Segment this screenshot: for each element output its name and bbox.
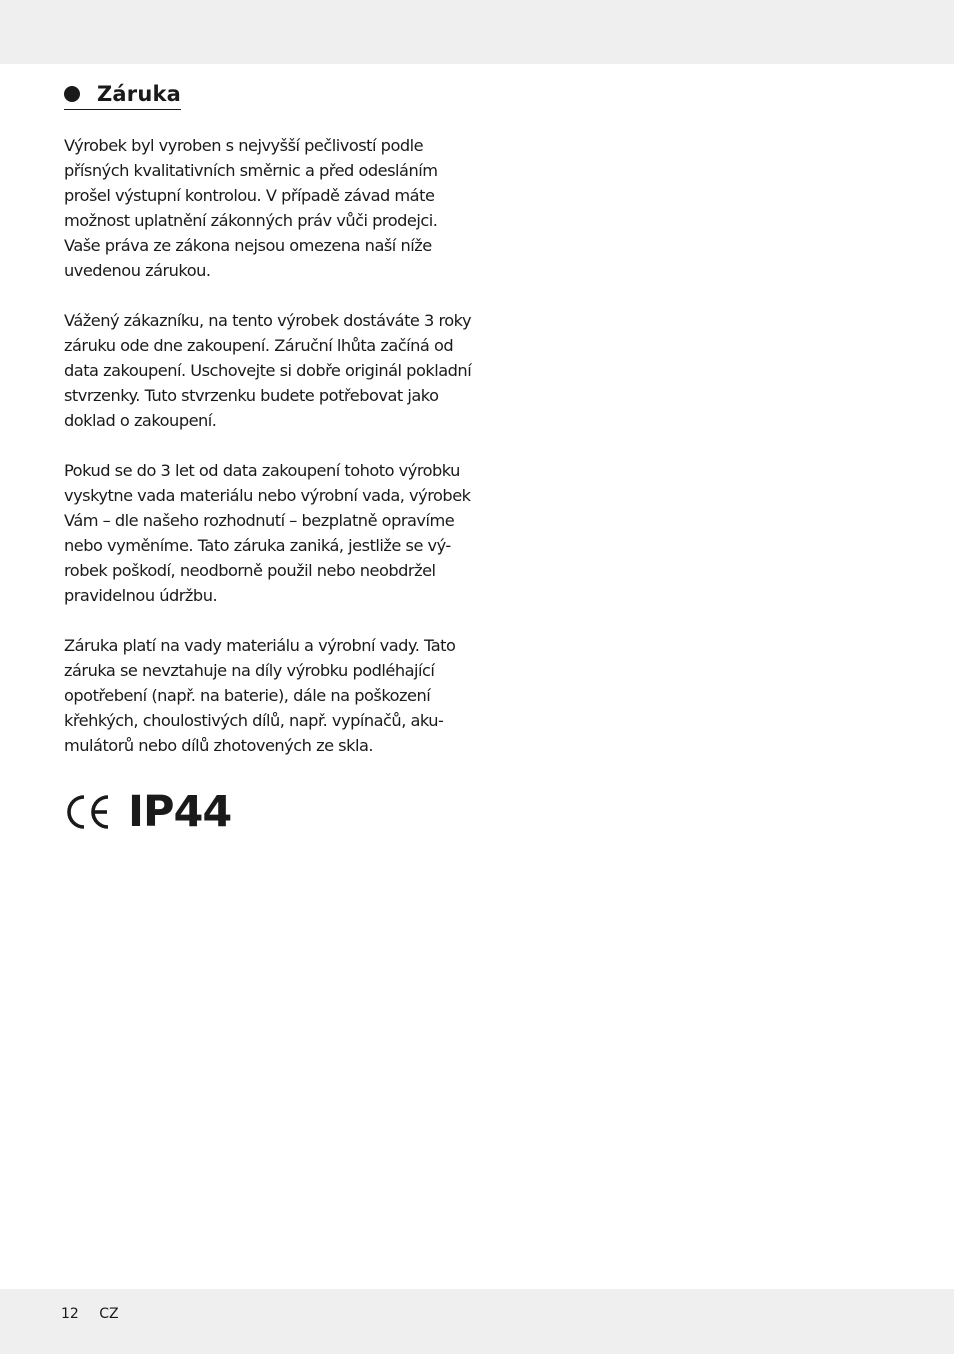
paragraph-2: Vážený zákazníku, na tento výrobek dostáváte 3 roky záruku ode dne zakoupení. Záruční lhůta začíná od data zakoupení. Uschovejte si dobře originál pokladní stvrzenky. Tuto stvrzenku budete potřebovat jako doklad o zakoupení. bbox=[64, 311, 472, 430]
page-number: 12 bbox=[61, 1306, 79, 1322]
page-footer bbox=[61, 1304, 119, 1324]
bullet-icon bbox=[64, 86, 80, 102]
ip-rating-label: IP44 bbox=[128, 787, 232, 837]
footer-band bbox=[0, 1289, 954, 1354]
paragraph-3: Pokud se do 3 let od data zakoupení tohoto výrobku vyskytne vada materiálu nebo výrobní vada, výrobek Vám – dle našeho rozhodnutí – bezplatně opravíme nebo vyměníme. Tato záruka zaniká, jestliže se vý- robek poškodí, neodborně použil nebo neobdržel pravidelnou údržbu. bbox=[64, 461, 471, 605]
language-code: CZ bbox=[99, 1306, 119, 1322]
paragraph-1: Výrobek byl vyroben s nejvyšší pečlivostí podle přísných kvalitativních směrnic a před odesláním prošel výstupní kontrolou. V případě závad máte možnost uplatnění zákonných práv vůči prodejci. Vaše práva ze zákona nejsou omezena naší níže uvedenou zárukou. bbox=[64, 136, 438, 280]
paragraph-4: Záruka platí na vady materiálu a výrobní vady. Tato záruka se nevztahuje na díly výrobku podléhající opotřebení (např. na baterie), dále na poškození křehkých, choulostivých dílů, např. vypínačů, aku- mulátorů nebo dílů zhotovených ze skla. bbox=[64, 636, 456, 755]
certification-marks bbox=[64, 786, 231, 838]
section-heading bbox=[64, 80, 181, 110]
header-band bbox=[0, 0, 954, 64]
warranty-text bbox=[64, 133, 474, 783]
heading-title: Záruka bbox=[97, 82, 182, 106]
ce-mark-icon bbox=[64, 793, 112, 831]
